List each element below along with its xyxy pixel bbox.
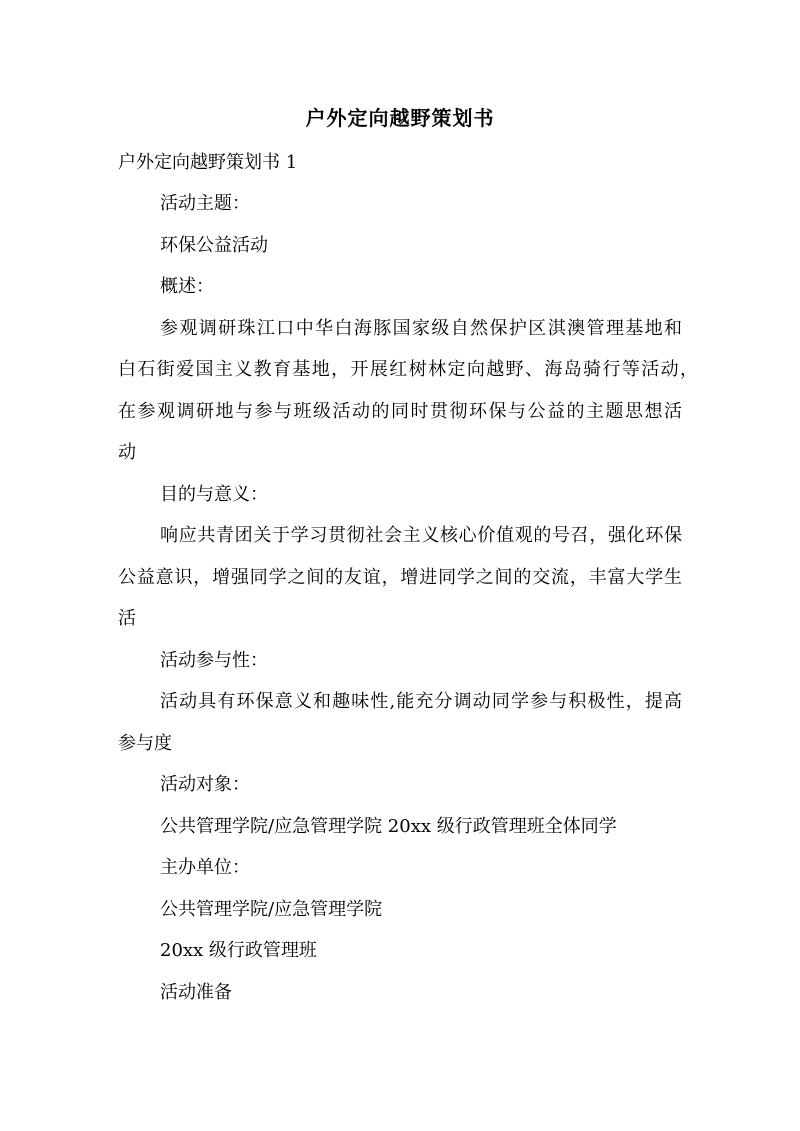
heading-preparation: 活动准备 — [160, 982, 232, 1003]
paragraph-line: 响应共青团关于学习贯彻社会主义核心价值观的号召，强化环保 — [160, 525, 682, 546]
paragraph-line: 参观调研珠江口中华白海豚国家级自然保护区淇澳管理基地和 — [160, 318, 682, 339]
paragraph-line: 参与度 — [118, 733, 172, 754]
paragraph-line: 公共管理学院/应急管理学院 20xx 级行政管理班全体同学 — [160, 816, 617, 837]
subtitle-line: 户外定向越野策划书 1 — [118, 152, 298, 173]
paragraph-line: 公益意识，增强同学之间的友谊，增进同学之间的交流，丰富大学生 — [118, 567, 682, 588]
paragraph-line: 动 — [118, 442, 136, 463]
paragraph-line: 20xx 级行政管理班 — [160, 940, 317, 961]
paragraph-line: 活动具有环保意义和趣味性,能充分调动同学参与积极性，提高 — [160, 691, 682, 712]
paragraph-line: 公共管理学院/应急管理学院 — [160, 899, 383, 920]
paragraph-line: 环保公益活动 — [160, 235, 268, 256]
heading-theme: 活动主题： — [160, 193, 250, 214]
heading-participation: 活动参与性： — [160, 650, 268, 671]
paragraph-line: 活 — [118, 608, 136, 629]
paragraph-line: 白石街爱国主义教育基地，开展红树林定向越野、海岛骑行等活动， — [118, 359, 698, 380]
heading-overview: 概述： — [160, 276, 214, 297]
heading-target: 活动对象： — [160, 774, 250, 795]
heading-purpose: 目的与意义： — [160, 484, 268, 505]
paragraph-line: 在参观调研地与参与班级活动的同时贯彻环保与公益的主题思想活 — [118, 401, 682, 422]
heading-organizer: 主办单位： — [160, 857, 250, 878]
document-title: 户外定向越野策划书 — [305, 106, 495, 130]
